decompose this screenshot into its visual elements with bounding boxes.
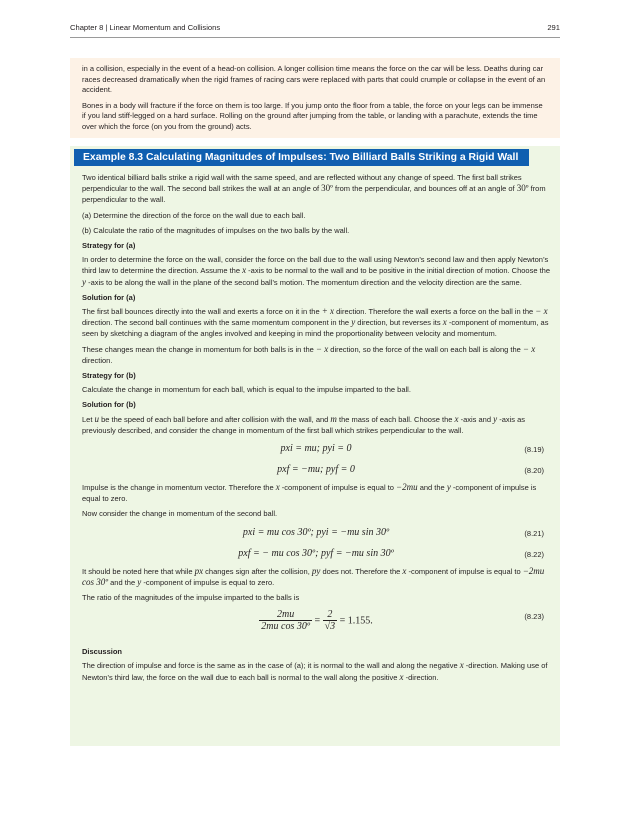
discussion-text: The direction of impulse and force is the same as in the case of (a); it is normal to the wall and along the negative x -direction. Making use of Newton’s third law, the force on the wall due to each ball is normal to the wall along the positive x -direction. [82, 660, 548, 682]
solution-b-heading: Solution for (b) [82, 400, 136, 410]
equation-number: (8.21) [524, 528, 544, 538]
second-ball-text: Now consider the change in momentum of the second ball. [82, 509, 278, 519]
fraction: $\frac{2mu}{\text{2mu cos 30º}}$ [261, 609, 310, 633]
question-a: (a) Determine the direction of the force on the wall due to each ball. [82, 210, 306, 220]
fraction: $\frac{2}{√3}$ [324, 609, 336, 633]
equation-8-20: pxf = −mu; pyf = 0 (8.20) [277, 464, 544, 476]
note-box [70, 58, 560, 138]
equation-8-23: $\frac{2mu}{\text{2mu cos 30º}}$ = $\frac{2}{√3}$ = 1.155. (8.23) [261, 609, 544, 633]
example-title: Example 8.3 Calculating Magnitudes of Impulses: Two Billiard Balls Striking a Rigid Wall [74, 149, 529, 166]
running-head [70, 20, 560, 34]
page-number: 291 [547, 23, 560, 32]
solution-b-text: Let u be the speed of each ball before and after collision with the wall, and m the mass of each ball. Choose the x -axis and y -axis as previously described, and consider the change in momentum of the first ball which strikes perpendicular to the wall. [82, 413, 526, 435]
equation-8-19: pxi = mu; pyi = 0 (8.19) [280, 443, 544, 455]
example-box [70, 146, 560, 746]
impulse-text: Impulse is the change in momentum vector. Therefore the x -component of impulse is equal to −2mu and the y -component of impulse is equal to zero. [82, 482, 537, 504]
example-body [82, 172, 550, 687]
equation-number: (8.22) [524, 549, 544, 559]
equation-8-22: pxf = − mu cos 30º; pyf = −mu sin 30º (8.22) [238, 547, 544, 559]
equation-number: (8.19) [524, 445, 544, 455]
strategy-a-heading: Strategy for (a) [82, 241, 136, 251]
strategy-b-text: Calculate the change in momentum for each ball, which is equal to the impulse imparted to the ball. [82, 385, 411, 395]
strategy-b-heading: Strategy for (b) [82, 371, 136, 381]
solution-a-text: These changes mean the change in momentum for both balls is in the − x direction, so the force of the wall on each ball is along the − x direction. [82, 343, 536, 365]
solution-a-text: The first ball bounces directly into the wall and exerts a force on it in the + x direction. Therefore the wall exerts a force on the ball in the − x direction. The second ball continues with the same momentum component in the y direction, but reverses its x -component of momentum, as seen by sketching a diagram of the angles involved and keeping in mind the proportionality between velocity and momentum. [82, 306, 549, 339]
solution-a-heading: Solution for (a) [82, 292, 136, 302]
chapter-title: Chapter 8 | Linear Momentum and Collisions [70, 23, 221, 32]
question-b: (b) Calculate the ratio of the magnitudes of impulses on the two balls by the wall. [82, 225, 350, 235]
note-paragraph: Bones in a body will fracture if the force on them is too large. If you jump onto the floor from a table, the force on your legs can be immense if you land stiff-legged on a hard surface. Rolling on the ground after jumping from the table, or landing with a parachute, extends the time over which the force (on you from the ground) acts. [82, 100, 543, 131]
equation-number: (8.23) [524, 612, 544, 622]
strategy-a-text: In order to determine the force on the wall, consider the force on the ball due to the wall using Newton’s second law and then apply Newton’s third law to determine the direction. Assume the x -axis to be normal to the wall and to be positive in the initial direction of motion. Choose the y -axis to be along the wall in the plane of the second ball’s motion. The momentum direction and the velocity direction are the same. [82, 255, 551, 287]
note-paragraph: in a collision, especially in the event of a head-on collision. A longer collision time means the force on the car will be less. Deaths during car races decreased dramatically when the rigid frames of racing cars were replaced with parts that could crumple or collapse in the event of an accident. [82, 64, 546, 95]
equation-number: (8.20) [524, 466, 544, 476]
discussion-heading: Discussion [82, 647, 123, 657]
equation-8-21: pxi = mu cos 30º; pyi = −mu sin 30º (8.21) [242, 526, 544, 538]
intro-paragraph: Two identical billiard balls strike a rigid wall with the same speed, and are reflected without any change of speed. The first ball strikes perpendicular to the wall. The second ball strikes the wall at an angle of 30º from the perpendicular, and bounces off at an angle of 30º from perpendicular to the wall. [82, 173, 546, 205]
ratio-text: The ratio of the magnitudes of the impulse imparted to the balls is [82, 593, 300, 603]
noted-text: It should be noted here that while px changes sign after the collision, py does not. Therefore the x -component of impulse is equal to −2mu cos 30º and the y -component of impulse is equal to zero. [82, 565, 545, 587]
header-divider [70, 37, 560, 38]
